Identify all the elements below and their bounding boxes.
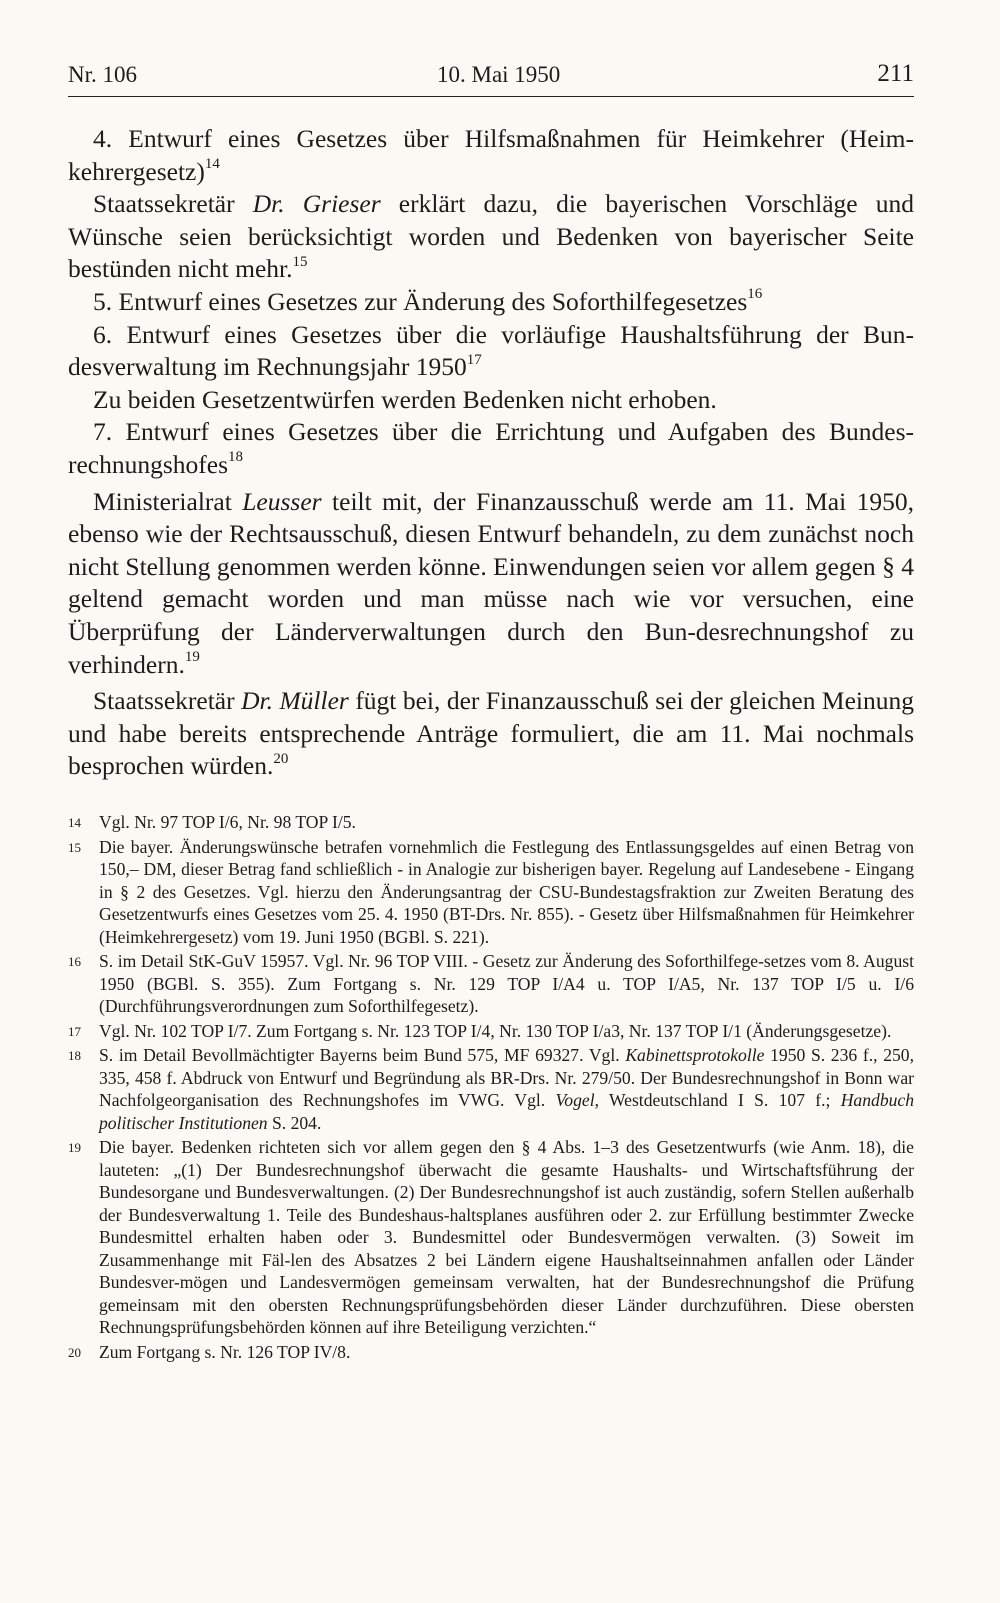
footnote-ref-16[interactable]: 16 (747, 286, 763, 303)
document-number: Nr. 106 (68, 62, 137, 87)
footnote-19: 19 Die bayer. Bedenken richteten sich vor allem gegen den § 4 Abs. 1–3 des Gesetzentwurfs (wie Anm. 18), die lauteten: „(1) Der Bundesrechnungshof überwacht die gesamte Haushalts- und Wirtschaftsführung der Bundesorgane und Bundesverwaltungen. (2) Der Bundesrechnungshof ist auch zuständig, sofern Stellen außerhalb der Bundesverwaltung 1. Teile des Bundeshaus-haltsplanes ausführen oder 2. zur Erfüllung bestimmter Zwecke Bundesmittel erhalten haben oder 3. Bundesmittel oder Bundesvermögen verwalten. (3) Soweit im Zusammenhange mit Fäl-len des Absatzes 2 bei Ländern eigene Haushaltseinnahmen anfallen oder Länder Bundesver-mögen und Landesvermögen gemeinsam verwalten, hat der Bundesrechnungshof die Prüfung gemeinsam mit den obersten Rechnungsprüfungsbehörden dieser Länder durchzuführen. Diese obersten Rechnungsprüfungsbehörden können auf ihre Beteiligung verzichten.“ (68, 1137, 914, 1337)
footnote-17: 17 Vgl. Nr. 102 TOP I/7. Zum Fortgang s. Nr. 123 TOP I/4, Nr. 130 TOP I/a3, Nr. 137 TOP I/1 (Änderungsgesetze). (68, 1020, 892, 1041)
footnote-ref-14[interactable]: 14 (204, 156, 220, 173)
main-text (68, 123, 914, 783)
footnote-16: 16 S. im Detail StK-GuV 15957. Vgl. Nr. 96 TOP VIII. - Gesetz zur Änderung des Soforthilfege-setzes vom 8. August 1950 (BGBl. S. 355). Zum Fortgang s. Nr. 129 TOP I/A4 u. TOP I/A5, Nr. 137 TOP I/5 u. I/6 (Durchführungsverordnungen zum Soforthilfegesetz). (68, 951, 914, 1016)
agenda-item-5-6-body: Zu beiden Gesetzentwürfen werden Bedenken nicht erhoben. (93, 384, 717, 414)
footnote-ref-18[interactable]: 18 (228, 449, 244, 466)
agenda-item-7-body-2: Staatssekretär Dr. Müller fügt bei, der Finanzausschuß sei der gleichen Meinung und habe bereits entsprechende Anträge formuliert, die am 11. Mai nochmals besprochen würden.$^{20}$ (68, 686, 914, 781)
page-number: 211 (877, 60, 914, 87)
agenda-item-4-body: Staatssekretär Dr. Grieser erklärt dazu, die bayerischen Vorschläge und Wünsche seien berücksichtigt worden und Bedenken von bayerischer Seite bestünden nicht mehr.$^{15}$ (68, 189, 914, 284)
footnote-ref-19[interactable]: 19 (184, 649, 200, 665)
footnote-ref-20[interactable]: 20 (273, 750, 289, 767)
agenda-item-5-title: 5. Entwurf eines Gesetzes zur Änderung des Soforthilfegesetzes$^{16}$ (93, 286, 763, 316)
running-header (68, 58, 914, 97)
footnote-14: 14 Vgl. Nr. 97 TOP I/6, Nr. 98 TOP I/5. (68, 812, 356, 832)
person-name: Leusser (242, 486, 322, 516)
person-name: Müller (279, 686, 349, 716)
footnote-20: 20 Zum Fortgang s. Nr. 126 TOP IV/8. (68, 1341, 351, 1362)
footnote-ref-15[interactable]: 15 (292, 253, 308, 270)
agenda-item-7-body-1: Ministerialrat Leusser teilt mit, der Finanzausschuß werde am 11. Mai 1950, ebenso wie der Rechtsausschuß, diesen Entwurf behandeln, zu dem zunächst noch nicht Stellung genommen werden könne. Einwendungen seien vor allem gegen § 4 geltend gemacht worden und man müsse nach wie vor versuchen, eine Überprüfung der Länderverwaltungen durch den Bun-desrechnungshof zu verhindern.$^{19}$ (68, 486, 914, 679)
person-name: Grieser (302, 189, 381, 219)
footnote-18: 18 S. im Detail Bevollmächtigter Bayerns beim Bund 575, MF 69327. Vgl. Kabinettsprotokolle 1950 S. 236 f., 250, 335, 458 f. Abdruck von Entwurf und Begründung als BR-Drs. Nr. 279/50. Der Bundesrechnungshof in Bonn war Nachfolgeorganisation des Rechnungshofes im VWG. Vgl. Vogel, Westdeutschland I S. 107 f.; Handbuch politischer Institutionen S. 204. (68, 1045, 915, 1133)
agenda-item-6-title: 6. Entwurf eines Gesetzes über die vorläufige Haushaltsführung der Bun-desverwaltung im Rechnungsjahr 1950$^{17}$ (68, 319, 914, 382)
header-date: 10. Mai 1950 (437, 62, 561, 87)
footnote-ref-17[interactable]: 17 (466, 351, 482, 368)
agenda-item-7-title: 7. Entwurf eines Gesetzes über die Errichtung und Aufgaben des Bundes-rechnungshofes$^{18}$ (68, 417, 914, 479)
footnote-15: 15 Die bayer. Änderungswünsche betrafen vornehmlich die Festlegung des Entlassungsgeldes auf einen Betrag von 150,– DM, dieser Betrag fand schließlich - in Analogie zur bisherigen bayer. Regelung auf Landesebene - Eingang in § 2 des Gesetzes. Vgl. hierzu den Änderungsantrag der CSU-Bundestagsfraktion zur Zweiten Beratung des Gesetzentwurfs eines Gesetzes vom 25. 4. 1950 (BT-Drs. Nr. 855). - Gesetz über Hilfsmaßnahmen für Heimkehrer (Heimkehrergesetz) vom 19. Juni 1950 (BGBl. S. 221). (68, 836, 914, 947)
footnotes (68, 811, 914, 1365)
agenda-item-4-title: 4. Entwurf eines Gesetzes über Hilfsmaßnahmen für Heimkehrer (Heim-kehrergesetz)$^{14}$ (68, 124, 914, 186)
